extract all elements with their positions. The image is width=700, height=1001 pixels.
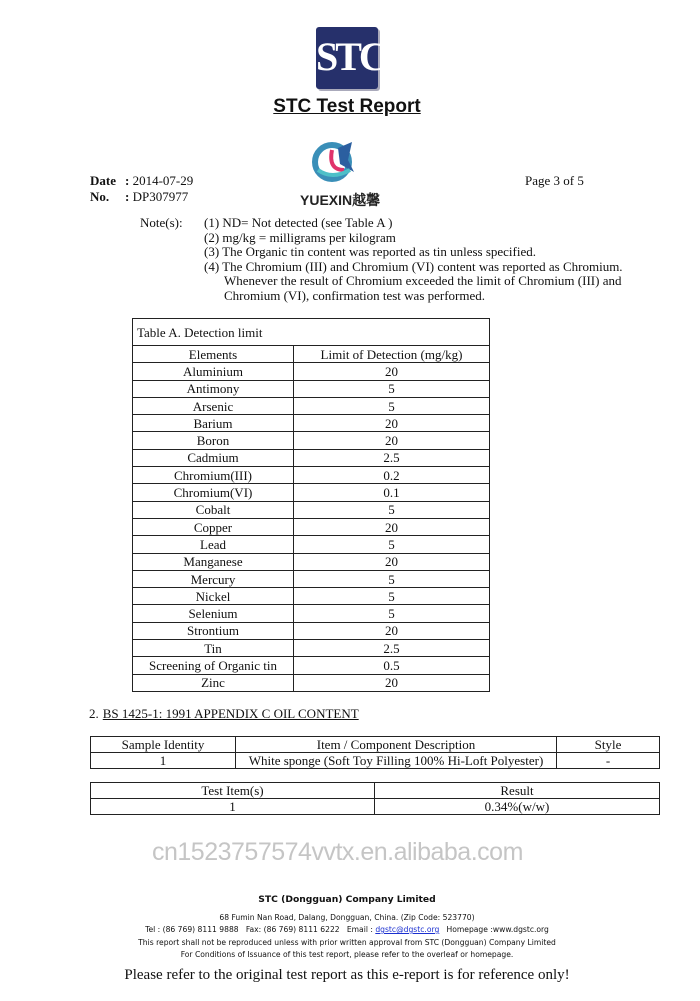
limit-cell: 5 bbox=[294, 570, 490, 587]
limit-cell: 20 bbox=[294, 674, 490, 691]
element-cell: Cadmium bbox=[133, 449, 294, 466]
stc-logo: STC bbox=[316, 27, 378, 89]
header-cell: Result bbox=[375, 783, 660, 799]
element-cell: Mercury bbox=[133, 570, 294, 587]
footer-contact: Tel : (86 769) 8111 9888 Fax: (86 769) 8111 6222 Email : dgstc@dgstc.org Homepage :www.dgstc.org bbox=[145, 925, 549, 934]
watermark: cn1523757574vvtx.en.alibaba.com bbox=[152, 838, 523, 866]
footer-company: STC (Dongguan) Company Limited bbox=[258, 894, 436, 905]
note-item: Chromium (VI), confirmation test was performed. bbox=[224, 287, 486, 303]
header-cell: Style bbox=[557, 737, 660, 753]
element-cell: Antimony bbox=[133, 380, 294, 397]
limit-cell: 20 bbox=[294, 518, 490, 535]
header-cell: Limit of Detection (mg/kg) bbox=[294, 346, 490, 363]
table-row bbox=[91, 753, 660, 769]
section-2-heading: 2. BS 1425-1: 1991 APPENDIX C OIL CONTENT bbox=[89, 706, 359, 721]
table-row bbox=[133, 605, 490, 622]
cell: 1 bbox=[91, 753, 236, 769]
footer bbox=[0, 894, 694, 962]
table-row bbox=[133, 674, 490, 691]
table-row bbox=[133, 363, 490, 380]
element-cell: Cobalt bbox=[133, 501, 294, 518]
table-row bbox=[133, 484, 490, 501]
limit-cell: 5 bbox=[294, 397, 490, 414]
table-row bbox=[133, 657, 490, 674]
element-cell: Boron bbox=[133, 432, 294, 449]
element-cell: Zinc bbox=[133, 674, 294, 691]
footer-notice: This report shall not be reproduced unless with prior written approval from STC (Dongguan) Company Limited bbox=[138, 937, 556, 947]
page-number: Page 3 of 5 bbox=[525, 173, 584, 188]
element-cell: Manganese bbox=[133, 553, 294, 570]
header-cell: Sample Identity bbox=[91, 737, 236, 753]
email-link[interactable]: dgstc@dgstc.org bbox=[375, 925, 440, 934]
header-cell: Item / Component Description bbox=[236, 737, 557, 753]
limit-cell: 0.1 bbox=[294, 484, 490, 501]
limit-cell: 5 bbox=[294, 380, 490, 397]
table-caption-row bbox=[133, 319, 490, 346]
element-cell: Barium bbox=[133, 415, 294, 432]
table-row bbox=[133, 380, 490, 397]
note-item: (2) mg/kg = milligrams per kilogram bbox=[204, 229, 396, 245]
element-cell: Chromium(VI) bbox=[133, 484, 294, 501]
yuexin-logo bbox=[292, 140, 392, 210]
element-cell: Copper bbox=[133, 518, 294, 535]
element-cell: Chromium(III) bbox=[133, 467, 294, 484]
table-row bbox=[133, 415, 490, 432]
header-cell: Elements bbox=[133, 346, 294, 363]
header-cell: Test Item(s) bbox=[91, 783, 375, 799]
footer-conditions: For Conditions of Issuance of this test report, please refer to the overleaf or homepage. bbox=[180, 950, 514, 959]
yuexin-logo-text: YUEXIN越馨 bbox=[300, 192, 381, 208]
limit-cell: 20 bbox=[294, 363, 490, 380]
cell: White sponge (Soft Toy Filling 100% Hi-Loft Polyester) bbox=[236, 753, 557, 769]
sample-table bbox=[90, 736, 660, 769]
table-row bbox=[133, 449, 490, 466]
limit-cell: 5 bbox=[294, 605, 490, 622]
report-date: 2014-07-29 bbox=[132, 173, 194, 188]
table-row bbox=[133, 536, 490, 553]
table-row bbox=[133, 501, 490, 518]
limit-cell: 2.5 bbox=[294, 449, 490, 466]
date-label: Date bbox=[90, 173, 116, 188]
element-cell: Selenium bbox=[133, 605, 294, 622]
report-title: STC Test Report bbox=[273, 96, 421, 117]
limit-cell: 5 bbox=[294, 501, 490, 518]
element-cell: Nickel bbox=[133, 588, 294, 605]
cell: - bbox=[557, 753, 660, 769]
limit-cell: 5 bbox=[294, 536, 490, 553]
notes-label: Note(s): bbox=[140, 215, 183, 230]
report-number: DP307977 bbox=[132, 189, 189, 204]
footer-address: 68 Fumin Nan Road, Dalang, Dongguan, China. (Zip Code: 523770) bbox=[219, 912, 475, 922]
limit-cell: 20 bbox=[294, 553, 490, 570]
table-row bbox=[133, 432, 490, 449]
no-label: No. bbox=[90, 189, 110, 204]
table-row bbox=[133, 640, 490, 657]
report-page: STC STC Test Report YUEXIN越馨 Date : 2014-07-29 No. : DP307977 Page 3 of 5 Note(s): (1) ND= Not detected (see Table A ) (2) mg/kg = milligrams per kilogram (3) The Organic tin content was reported as tin unless specified. (4) The Chromium (III) and Chromium (VI) content was reported as Chromium. Whenever the result of Chromium exceeded the limit of Chromium (III) and Chromium (VI), confirmation test was performed. Table A. Detection limit Elements Limit of Detection (mg/kg) Aluminium 20 Antimony 5 Arsenic 5 Barium 20 Boron 20 Cadmium 2.5 Chromium(III) 0.2 Chromium(VI) 0.1 Cobalt 5 Copper 20 Lead 5 Manganese 20 Mercury 5 Nickel 5 Selenium 5 Strontium 20 Tin 2.5 Screening of Organic tin 0.5 Zinc 20 2. BS 1425-1: 1991 APPENDIX C OIL CONTENT Sample Identity Item / Component Description Style 1 White sponge (Soft Toy Filling 100% Hi-Loft Polyester) - Test Item(s) Result 1 0.34%(w/w) cn1523757574vvtx.en.alibaba.com STC (Dongguan) Company Limited 68 Fumin Nan Road, Dalang, Dongguan, China. (Zip Code: 523770) Tel : (86 769) 8111 9888 Fax: (86 769) 8111 6222 Email : dgstc@dgstc.org Homepage :www.dgstc.org This report shall not be reproduced unless with prior written approval from STC (Dongguan) Company Limited For Conditions of Issuance of this test report, please refer to the overleaf or homepage. Please refer to the original test report as this e-report is for reference only! bbox=[0, 0, 700, 1001]
reference-notice: Please refer to the original test report as this e-report is for reference only! bbox=[124, 967, 570, 983]
limit-cell: 20 bbox=[294, 415, 490, 432]
element-cell: Arsenic bbox=[133, 397, 294, 414]
element-cell: Aluminium bbox=[133, 363, 294, 380]
table-row bbox=[133, 397, 490, 414]
table-row bbox=[133, 467, 490, 484]
limit-cell: 0.5 bbox=[294, 657, 490, 674]
element-cell: Tin bbox=[133, 640, 294, 657]
table-header-row bbox=[133, 346, 490, 363]
limit-cell: 20 bbox=[294, 432, 490, 449]
cell: 1 bbox=[91, 799, 375, 815]
limit-cell: 2.5 bbox=[294, 640, 490, 657]
element-cell: Strontium bbox=[133, 622, 294, 639]
note-item: Whenever the result of Chromium exceeded the limit of Chromium (III) and bbox=[224, 273, 622, 289]
table-row bbox=[133, 518, 490, 535]
limit-cell: 20 bbox=[294, 622, 490, 639]
detection-limit-table bbox=[132, 318, 490, 692]
table-row bbox=[133, 570, 490, 587]
table-row bbox=[133, 588, 490, 605]
limit-cell: 5 bbox=[294, 588, 490, 605]
note-item: (3) The Organic tin content was reported as tin unless specified. bbox=[204, 244, 537, 260]
table-header-row bbox=[91, 783, 660, 799]
table-row bbox=[133, 622, 490, 639]
element-cell: Lead bbox=[133, 536, 294, 553]
table-caption: Table A. Detection limit bbox=[133, 319, 490, 346]
result-table bbox=[90, 782, 660, 815]
table-row bbox=[133, 553, 490, 570]
table-row bbox=[91, 799, 660, 815]
note-item: (4) The Chromium (III) and Chromium (VI) content was reported as Chromium. bbox=[204, 258, 623, 274]
note-item: (1) ND= Not detected (see Table A ) bbox=[204, 215, 393, 230]
cell: 0.34%(w/w) bbox=[375, 799, 660, 815]
element-cell: Screening of Organic tin bbox=[133, 657, 294, 674]
table-header-row bbox=[91, 737, 660, 753]
limit-cell: 0.2 bbox=[294, 467, 490, 484]
